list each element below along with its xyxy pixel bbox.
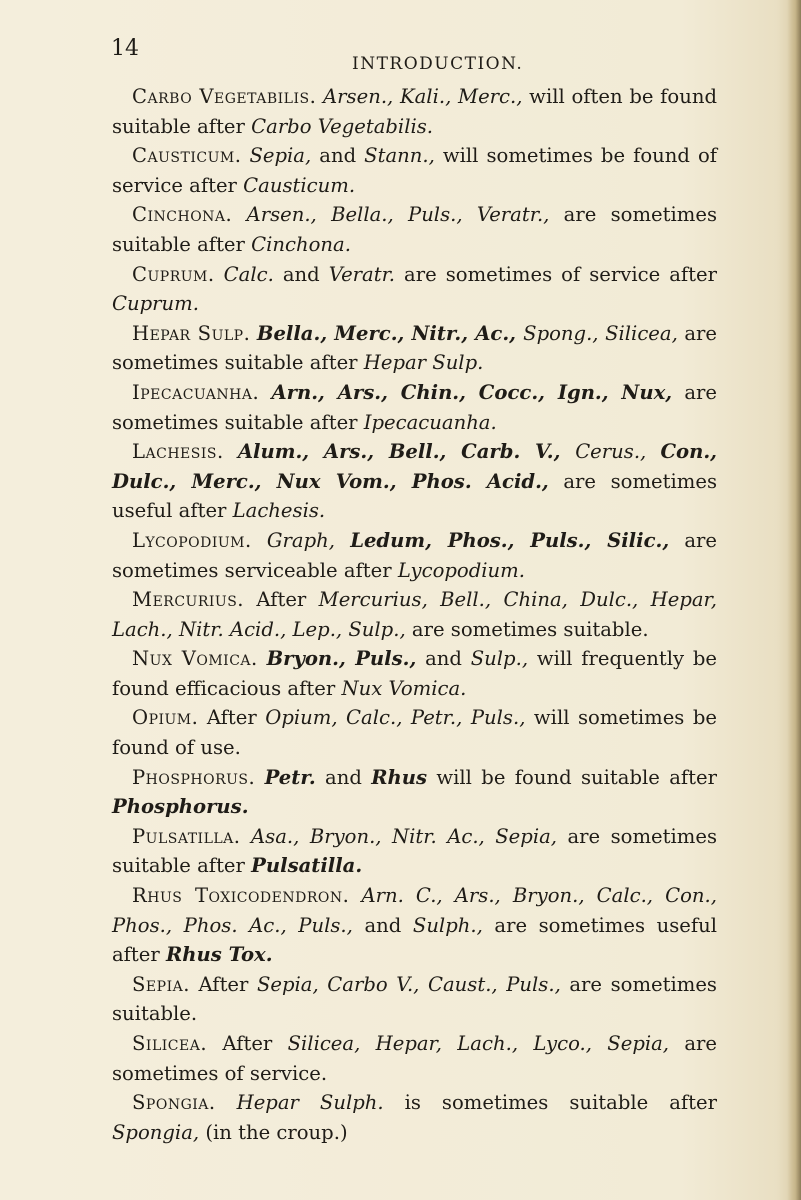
remedy-entry (112, 141, 717, 200)
remedy-heading: Phosphorus. (132, 765, 256, 789)
remedy-entry (112, 260, 717, 319)
remedy-entry (112, 1029, 717, 1088)
body-text (112, 82, 717, 1147)
remedy-names: Arsen., Kali., Merc., (323, 85, 523, 108)
remedy-heading: Cuprum. (132, 262, 215, 286)
remedy-heading: Nux Vomica. (132, 647, 258, 671)
remedy-names: Spong., Silicea, (523, 321, 678, 345)
remedy-entry (112, 1088, 717, 1147)
remedy-entry (112, 970, 717, 1029)
entry-text: are sometimes suitable after (112, 203, 717, 256)
entry-text: are sometimes suitable. (405, 617, 649, 641)
running-head: INTRODUCTION. (352, 54, 524, 74)
entry-text: are sometimes suitable. (112, 972, 717, 1026)
remedy-names: Nux Vomica. (341, 676, 467, 700)
entry-text (255, 766, 264, 789)
entry-text: are sometimes suitable after (112, 321, 717, 375)
entry-text (232, 203, 246, 226)
remedy-names: Opium, Calc., Petr., Puls., (265, 706, 526, 730)
remedy-names: Cerus., (575, 440, 661, 464)
page-header (0, 36, 801, 80)
remedy-names: Ledum, Phos., Puls., Silic., (350, 528, 670, 552)
remedy-names: Lycopodium. (397, 558, 525, 582)
entry-text (216, 1091, 237, 1114)
remedy-names: Carbo Vegetabilis. (251, 114, 434, 138)
entry-text (252, 529, 267, 552)
entry-text: will frequently be found efficacious after (112, 647, 717, 700)
remedy-names: Lachesis. (232, 499, 326, 523)
remedy-heading: Lycopodium. (132, 528, 252, 552)
remedy-names: Graph, (266, 528, 351, 552)
remedy-names: Sulp., (470, 647, 529, 671)
remedy-heading: Mercurius. (132, 588, 245, 612)
entry-text (215, 263, 224, 286)
remedy-entry (112, 822, 717, 881)
remedy-names: Sepia, Carbo V., Caust., Puls., (256, 972, 561, 996)
remedy-heading: Rhus Toxicodendron. (132, 884, 350, 908)
entry-text: and (273, 262, 329, 286)
entry-text: After (207, 1032, 288, 1055)
entry-text: are sometimes useful after (112, 469, 717, 523)
remedy-names: Rhus Tox. (166, 943, 273, 967)
remedy-names: Arn., Ars., Chin., Cocc., Ign., Nux, (271, 380, 673, 404)
remedy-names: Petr. (264, 765, 316, 789)
page-number: 14 (111, 36, 139, 61)
remedy-entry (112, 703, 717, 762)
remedy-names: Con., Dulc., Merc., Nux Vom., Phos. Acid., (112, 440, 717, 493)
remedy-names: Hepar Sulph. (236, 1091, 384, 1115)
remedy-entry (112, 82, 717, 141)
remedy-heading: Causticum. (132, 144, 242, 168)
remedy-entry (112, 319, 717, 378)
remedy-heading: Carbo Vegetabilis. (132, 85, 317, 108)
entry-text: After (244, 588, 319, 612)
remedy-names: Sulph., (412, 913, 483, 937)
remedy-names: Veratr. (328, 262, 396, 286)
remedy-entry (112, 644, 717, 703)
entry-text: (in the croup.) (199, 1120, 348, 1144)
page-edge-shadow (787, 0, 801, 1200)
remedy-entry (112, 763, 717, 822)
remedy-names: Bryon., Puls., (266, 647, 417, 671)
remedy-names: Arn. C., Ars., Bryon., Calc., Con., Phos., Phos. Ac., Puls., (112, 884, 717, 937)
entry-text: are sometimes suitable after (112, 824, 717, 878)
remedy-names: Calc. (223, 262, 274, 286)
entry-text: and (416, 647, 471, 671)
remedy-names: Phosphorus. (112, 795, 249, 819)
entry-text: After (189, 972, 257, 996)
remedy-entry (112, 585, 717, 644)
entry-text (349, 884, 361, 907)
remedy-entry (112, 437, 717, 526)
remedy-heading: Cinchona. (132, 203, 233, 227)
remedy-heading: Opium. (132, 706, 199, 730)
entry-text (259, 381, 271, 404)
remedy-names: Mercurius, Bell., China, Dulc., Hepar, Lach., Nitr. Acid., Lep., Sulp., (112, 588, 717, 641)
remedy-names: Sepia, (249, 144, 312, 168)
entry-text: are sometimes useful after (112, 913, 717, 967)
entry-text: will sometimes be found of service after (112, 144, 717, 197)
remedy-heading: Lachesis. (132, 440, 224, 464)
remedy-names: Causticum. (243, 173, 356, 197)
remedy-heading: Pulsatilla. (132, 824, 241, 848)
entry-text: are sometimes of service after (395, 262, 717, 286)
remedy-heading: Hepar Sulp. (132, 321, 251, 345)
remedy-names: Cinchona. (251, 232, 351, 256)
remedy-entry (112, 526, 717, 585)
entry-text: will often be found suitable after (112, 85, 717, 138)
remedy-entry (112, 378, 717, 437)
remedy-names: Silicea, Hepar, Lach., Lyco., Sepia, (287, 1032, 670, 1055)
entry-text (258, 647, 267, 670)
remedy-entry (112, 200, 717, 259)
remedy-names: Rhus (371, 765, 428, 789)
entry-text: are sometimes of service. (112, 1032, 718, 1085)
remedy-entry (112, 881, 717, 970)
remedy-names: Bella., Merc., Nitr., Ac., (256, 321, 524, 345)
remedy-heading: Silicea. (132, 1032, 208, 1055)
entry-text: After (198, 706, 266, 730)
remedy-names: Spongia, (112, 1120, 200, 1144)
remedy-names: Cuprum. (112, 292, 199, 316)
entry-text: and (352, 913, 413, 937)
entry-text (241, 825, 251, 848)
remedy-names: Asa., Bryon., Nitr. Ac., Sepia, (251, 824, 557, 848)
remedy-names: Pulsatilla. (251, 854, 363, 878)
entry-text: are sometimes suitable after (112, 380, 717, 434)
entry-text: and (311, 144, 365, 168)
entry-text (224, 440, 238, 463)
remedy-heading: Sepia. (132, 972, 190, 996)
remedy-names: Stann., (364, 144, 435, 168)
entry-text: will sometimes be found of use. (112, 706, 717, 760)
entry-text: will be found suitable after (427, 765, 717, 789)
remedy-names: Arsen., Bella., Puls., Veratr., (246, 203, 550, 227)
remedy-names: Ipecacuanha. (363, 410, 497, 434)
entry-text: are sometimes serviceable after (112, 528, 717, 582)
remedy-names: Hepar Sulp. (363, 351, 484, 375)
remedy-heading: Ipecacuanha. (132, 380, 260, 404)
remedy-names: Alum., Ars., Bell., Carb. V., (237, 440, 576, 464)
entry-text: is sometimes suitable after (383, 1091, 717, 1115)
remedy-heading: Spongia. (132, 1091, 216, 1115)
entry-text: and (315, 765, 372, 789)
